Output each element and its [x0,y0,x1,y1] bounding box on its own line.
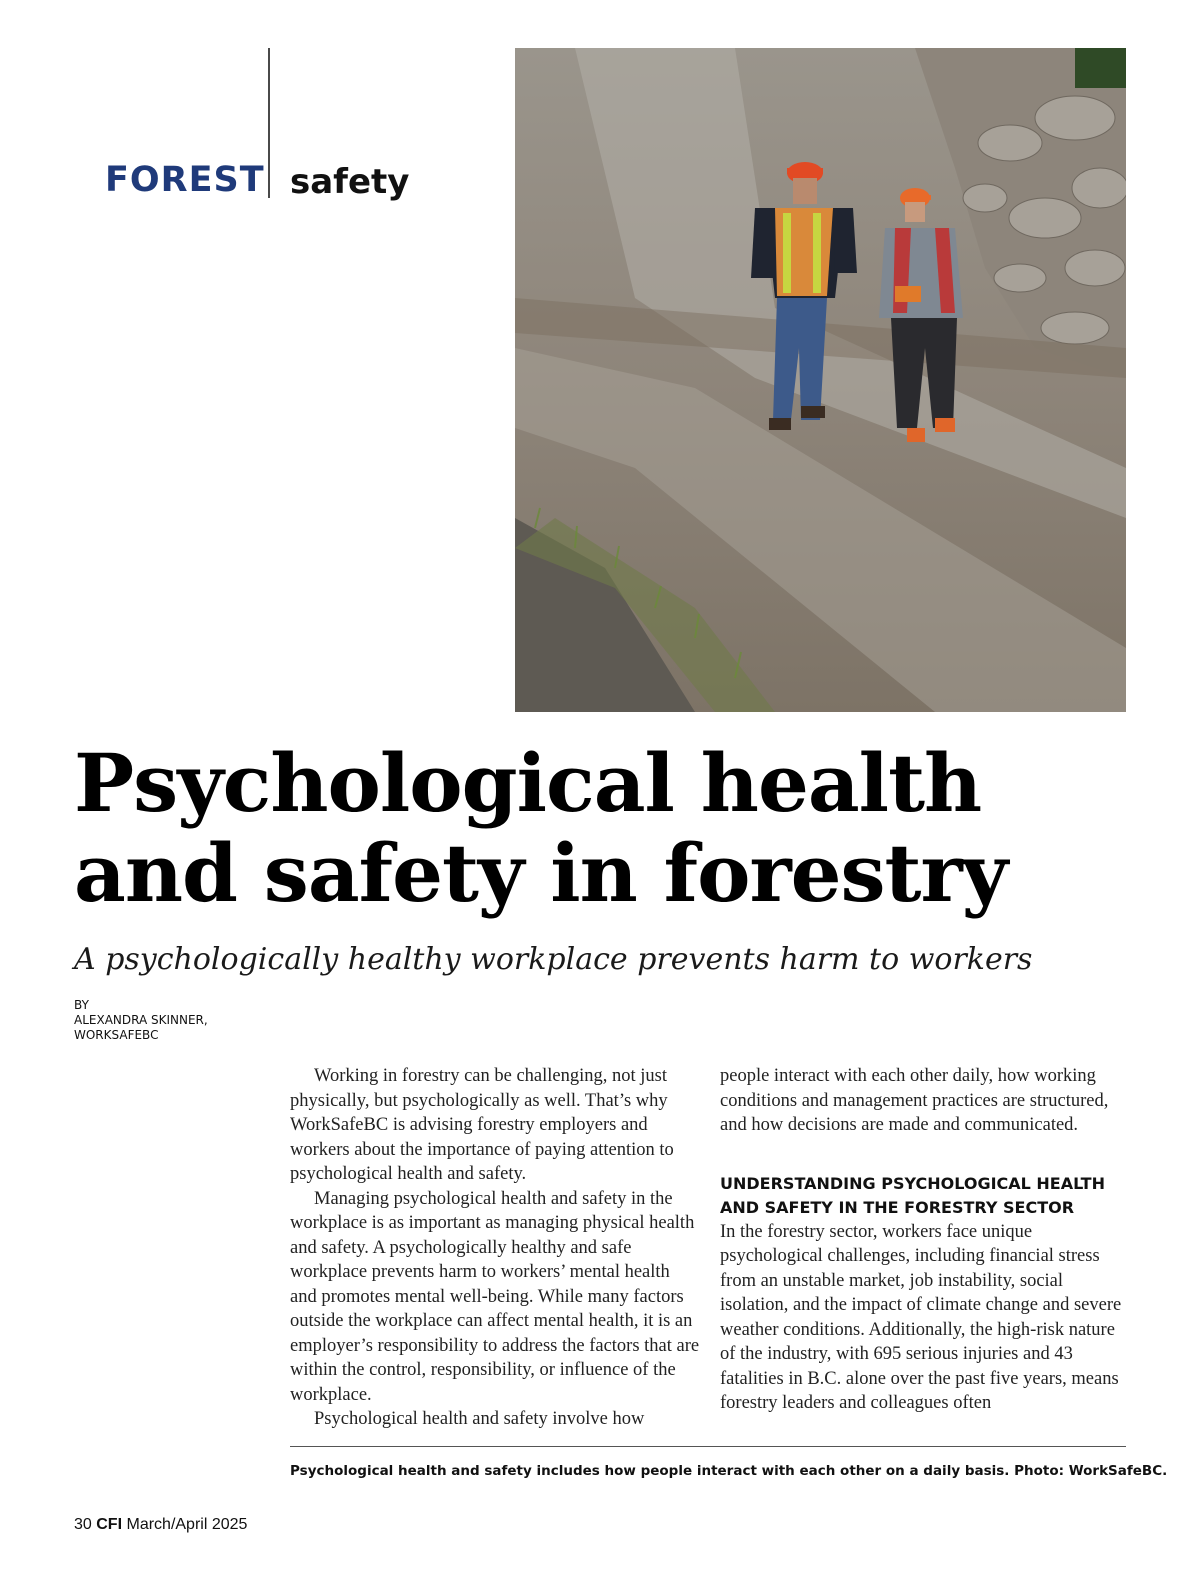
headline-line-1: Psychological health [74,736,982,830]
issue-date: March/April 2025 [126,1516,248,1533]
body-paragraph: Managing psychological health and safety in the workplace is as important as managing physical health and safety. A psychologically healthy and safe workplace prevents harm to workers’ mental health and promotes mental well-being. While many factors outside the workplace can affect mental health, it is an employer’s responsibility to address the factors that are within the control, responsibility, or influence of the workplace. [290,1188,700,1405]
section-heading: UNDERSTANDING PSYCHOLOGICAL HEALTH AND SAFETY IN THE FORESTRY SECTOR [720,1173,1105,1217]
section-divider [268,48,270,198]
article-photo [515,48,1126,712]
section-label-forest: FOREST [105,160,265,200]
photo-caption: Psychological health and safety includes how people interact with each other on a daily basis. Photo: WorkSafeBC. [290,1463,1168,1479]
section-label-safety: safety [290,162,410,202]
byline-author: ALEXANDRA SKINNER, [74,1013,208,1027]
headline [74,738,1134,918]
byline [74,998,208,1043]
publication-name: CFI [96,1516,123,1533]
body-paragraph: Working in forestry can be challenging, not just physically, but psychologically as well. That’s why WorkSafeBC is advising forestry employers and workers about the importance of paying attention to psychological health and safety. [290,1066,674,1184]
body-column-right [720,1064,1130,1416]
byline-org: WORKSAFEBC [74,1028,159,1042]
page-number: 30 [74,1516,92,1533]
body-paragraph: In the forestry sector, workers face unique psychological challenges, including financial stress from an unstable market, job instability, social isolation, and the impact of climate change and severe weather conditions. Additionally, the high-risk nature of the industry, with 695 serious injuries and 43 fatalities in B.C. alone over the past five years, means forestry leaders and colleagues often [720,1221,1122,1413]
forestry-workers-photo-icon [515,48,1126,712]
body-column-left [290,1064,700,1432]
subtitle: A psychologically healthy workplace prevents harm to workers [74,942,1033,977]
headline-line-2: and safety in forestry [74,826,1008,920]
page-footer [74,1516,247,1534]
caption-divider [290,1446,1126,1447]
body-paragraph: Psychological health and safety involve how [314,1409,645,1429]
body-paragraph: people interact with each other daily, how working conditions and management practices are structured, and how decisions are made and communicated. [720,1066,1109,1135]
byline-by: BY [74,998,89,1012]
